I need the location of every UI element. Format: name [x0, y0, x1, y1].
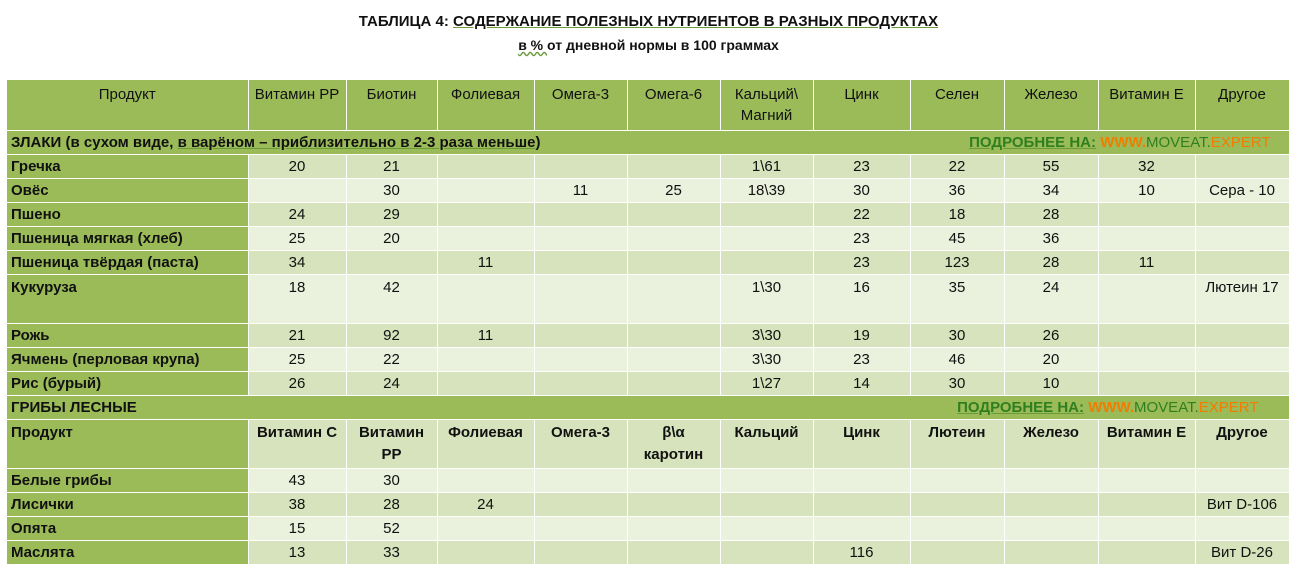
value-cell: Лютеин 17: [1195, 275, 1289, 324]
value-cell: 14: [813, 372, 910, 396]
value-cell: 22: [346, 348, 437, 372]
more-link-tld: EXPERT: [1210, 134, 1271, 151]
table1-header-cell: Витамин РР: [248, 80, 346, 131]
more-link-1[interactable]: [969, 134, 1270, 151]
value-cell: 20: [1004, 348, 1098, 372]
table-row: [7, 275, 1289, 324]
value-cell: 42: [346, 275, 437, 324]
value-cell: [1098, 227, 1195, 251]
value-cell: [720, 469, 813, 493]
value-cell: [1195, 203, 1289, 227]
value-cell: 24: [1004, 275, 1098, 324]
value-cell: 24: [437, 493, 534, 517]
value-cell: [627, 251, 720, 275]
value-cell: [1195, 227, 1289, 251]
value-cell: 33: [346, 541, 437, 565]
value-cell: [534, 517, 627, 541]
value-cell: [1098, 517, 1195, 541]
value-cell: [627, 517, 720, 541]
value-cell: [627, 348, 720, 372]
table-title: [0, 13, 1297, 30]
more-link-label: ПОДРОБНЕЕ НА:: [957, 399, 1085, 416]
table1-header-cell: Омега-6: [627, 80, 720, 131]
value-cell: 46: [910, 348, 1004, 372]
value-cell: [813, 493, 910, 517]
value-cell: 20: [248, 155, 346, 179]
value-cell: [627, 372, 720, 396]
value-cell: [1098, 324, 1195, 348]
value-cell: [720, 251, 813, 275]
value-cell: [437, 275, 534, 324]
value-cell: 11: [1098, 251, 1195, 275]
value-cell: [437, 227, 534, 251]
value-cell: [1004, 541, 1098, 565]
more-link-site: MOVEAT.: [1146, 134, 1211, 151]
table-subtitle-rest: от дневной нормы в 100 граммах: [547, 37, 779, 53]
value-cell: [437, 155, 534, 179]
value-cell: 23: [813, 348, 910, 372]
value-cell: 22: [813, 203, 910, 227]
value-cell: [534, 155, 627, 179]
value-cell: 36: [1004, 227, 1098, 251]
value-cell: 32: [1098, 155, 1195, 179]
value-cell: [627, 469, 720, 493]
value-cell: [534, 251, 627, 275]
value-cell: [437, 469, 534, 493]
value-cell: [437, 541, 534, 565]
value-cell: [1098, 275, 1195, 324]
value-cell: [813, 517, 910, 541]
value-cell: [910, 469, 1004, 493]
value-cell: 10: [1098, 179, 1195, 203]
value-cell: [1098, 493, 1195, 517]
value-cell: 25: [248, 348, 346, 372]
table2-section-row: [7, 396, 1289, 420]
section-cereals-part3: ): [535, 134, 541, 151]
product-name-cell: Рис (бурый): [7, 372, 248, 396]
table-row: [7, 251, 1289, 275]
table1-header-cell: Селен: [910, 80, 1004, 131]
product-name-cell: Белые грибы: [7, 469, 248, 493]
value-cell: [627, 541, 720, 565]
value-cell: 23: [813, 155, 910, 179]
value-cell: 28: [1004, 251, 1098, 275]
value-cell: 23: [813, 227, 910, 251]
value-cell: 30: [910, 324, 1004, 348]
value-cell: [720, 227, 813, 251]
value-cell: 55: [1004, 155, 1098, 179]
value-cell: 30: [813, 179, 910, 203]
value-cell: 18\39: [720, 179, 813, 203]
section-cereals-part2: в варёном – приблизительно в 2-3 раза меньше: [177, 134, 536, 151]
table2-header-cell: Лютеин: [910, 420, 1004, 469]
value-cell: 92: [346, 324, 437, 348]
value-cell: 36: [910, 179, 1004, 203]
value-cell: 30: [346, 179, 437, 203]
product-name-cell: Лисички: [7, 493, 248, 517]
value-cell: [437, 203, 534, 227]
product-name-cell: Пшеница твёрдая (паста): [7, 251, 248, 275]
value-cell: 13: [248, 541, 346, 565]
value-cell: [534, 324, 627, 348]
value-cell: 1\27: [720, 372, 813, 396]
table-row: [7, 227, 1289, 251]
product-name-cell: Опята: [7, 517, 248, 541]
value-cell: [534, 348, 627, 372]
product-name-cell: Гречка: [7, 155, 248, 179]
table2-header-cell: Фолиевая: [437, 420, 534, 469]
table1-header-cell: Другое: [1195, 80, 1289, 131]
value-cell: [534, 541, 627, 565]
value-cell: [720, 541, 813, 565]
section-mushrooms-title: ГРИБЫ ЛЕСНЫЕ: [11, 399, 137, 416]
table1-header-cell: Кальций\ Магний: [720, 80, 813, 131]
value-cell: [910, 493, 1004, 517]
table-row: [7, 541, 1289, 565]
value-cell: 19: [813, 324, 910, 348]
value-cell: [1098, 203, 1195, 227]
table1-header-cell: Биотин: [346, 80, 437, 131]
table-row: [7, 324, 1289, 348]
value-cell: 24: [346, 372, 437, 396]
value-cell: [627, 203, 720, 227]
value-cell: [437, 372, 534, 396]
nutrients-table: [7, 80, 1290, 565]
value-cell: 11: [437, 251, 534, 275]
value-cell: 3\30: [720, 348, 813, 372]
product-name-cell: Пшено: [7, 203, 248, 227]
table2-header-cell: Витамин С: [248, 420, 346, 469]
product-name-cell: Ячмень (перловая крупа): [7, 348, 248, 372]
table-row: [7, 203, 1289, 227]
value-cell: [1195, 469, 1289, 493]
more-link-www: WWW.: [1100, 134, 1147, 151]
table-subtitle: [0, 37, 1297, 53]
value-cell: [720, 493, 813, 517]
value-cell: 22: [910, 155, 1004, 179]
table1-header-cell: Фолиевая: [437, 80, 534, 131]
value-cell: [813, 469, 910, 493]
table2-header-cell: Витамин РР: [346, 420, 437, 469]
table-row: [7, 155, 1289, 179]
value-cell: [720, 203, 813, 227]
product-name-cell: Рожь: [7, 324, 248, 348]
more-link-site: MOVEAT.: [1134, 399, 1199, 416]
value-cell: 21: [248, 324, 346, 348]
table1-header-cell: Витамин Е: [1098, 80, 1195, 131]
value-cell: [534, 203, 627, 227]
value-cell: [1195, 372, 1289, 396]
value-cell: 20: [346, 227, 437, 251]
value-cell: 123: [910, 251, 1004, 275]
value-cell: 43: [248, 469, 346, 493]
value-cell: [1195, 324, 1289, 348]
table-title-prefix: ТАБЛИЦА 4:: [358, 13, 454, 30]
table-subtitle-prefix: в %: [518, 37, 548, 53]
table1-header-cell: Железо: [1004, 80, 1098, 131]
value-cell: [627, 155, 720, 179]
value-cell: 11: [534, 179, 627, 203]
table-row: [7, 372, 1289, 396]
value-cell: 30: [910, 372, 1004, 396]
table1-header-cell: Омега-3: [534, 80, 627, 131]
value-cell: 23: [813, 251, 910, 275]
value-cell: 28: [1004, 203, 1098, 227]
value-cell: Вит D-106: [1195, 493, 1289, 517]
value-cell: [248, 179, 346, 203]
product-name-cell: Кукуруза: [7, 275, 248, 324]
value-cell: 45: [910, 227, 1004, 251]
value-cell: [1098, 348, 1195, 372]
value-cell: 26: [1004, 324, 1098, 348]
value-cell: [627, 324, 720, 348]
value-cell: 30: [346, 469, 437, 493]
value-cell: 24: [248, 203, 346, 227]
table1-section-row: [7, 131, 1289, 155]
value-cell: 18: [910, 203, 1004, 227]
table-row: [7, 348, 1289, 372]
value-cell: [1195, 348, 1289, 372]
value-cell: [534, 275, 627, 324]
table1-header-cell: Цинк: [813, 80, 910, 131]
value-cell: 25: [248, 227, 346, 251]
value-cell: [627, 227, 720, 251]
value-cell: [534, 493, 627, 517]
value-cell: 34: [248, 251, 346, 275]
section-cereals-part1: ЗЛАКИ (в сухом виде,: [11, 134, 178, 151]
value-cell: [534, 469, 627, 493]
value-cell: [910, 517, 1004, 541]
more-link-www: WWW.: [1088, 399, 1135, 416]
value-cell: [437, 179, 534, 203]
more-link-tld: EXPERT: [1198, 399, 1259, 416]
value-cell: 35: [910, 275, 1004, 324]
value-cell: [534, 227, 627, 251]
section-cereals: [7, 131, 1289, 155]
value-cell: [720, 517, 813, 541]
value-cell: 28: [346, 493, 437, 517]
value-cell: [437, 348, 534, 372]
value-cell: 26: [248, 372, 346, 396]
table1-header-row: [7, 80, 1289, 131]
value-cell: [437, 517, 534, 541]
value-cell: 25: [627, 179, 720, 203]
value-cell: 38: [248, 493, 346, 517]
product-name-cell: Маслята: [7, 541, 248, 565]
value-cell: 15: [248, 517, 346, 541]
value-cell: 11: [437, 324, 534, 348]
value-cell: Вит D-26: [1195, 541, 1289, 565]
table2-header-cell: β\α каротин: [627, 420, 720, 469]
table2-header-cell: Кальций: [720, 420, 813, 469]
value-cell: Сера - 10: [1195, 179, 1289, 203]
table2-header-row: [7, 420, 1289, 469]
value-cell: [1004, 493, 1098, 517]
value-cell: [346, 251, 437, 275]
value-cell: 18: [248, 275, 346, 324]
value-cell: [1098, 372, 1195, 396]
table-row: [7, 469, 1289, 493]
value-cell: 3\30: [720, 324, 813, 348]
value-cell: [627, 493, 720, 517]
value-cell: [534, 372, 627, 396]
value-cell: 16: [813, 275, 910, 324]
table-row: [7, 517, 1289, 541]
value-cell: 34: [1004, 179, 1098, 203]
section-mushrooms: [7, 396, 1289, 420]
product-name-cell: Овёс: [7, 179, 248, 203]
value-cell: [1004, 469, 1098, 493]
value-cell: [1195, 155, 1289, 179]
value-cell: 1\30: [720, 275, 813, 324]
more-link-2[interactable]: [957, 399, 1258, 416]
table1-header-cell: Продукт: [7, 80, 248, 131]
table2-header-cell: Другое: [1195, 420, 1289, 469]
product-name-cell: Пшеница мягкая (хлеб): [7, 227, 248, 251]
table2-header-cell: Омега-3: [534, 420, 627, 469]
more-link-label: ПОДРОБНЕЕ НА:: [969, 134, 1097, 151]
value-cell: [627, 275, 720, 324]
value-cell: [1004, 517, 1098, 541]
table2-header-cell: Продукт: [7, 420, 248, 469]
table-row: [7, 493, 1289, 517]
value-cell: 10: [1004, 372, 1098, 396]
table2-header-cell: Цинк: [813, 420, 910, 469]
value-cell: [1098, 541, 1195, 565]
value-cell: 1\61: [720, 155, 813, 179]
value-cell: 29: [346, 203, 437, 227]
value-cell: 116: [813, 541, 910, 565]
table2-header-cell: Железо: [1004, 420, 1098, 469]
value-cell: 52: [346, 517, 437, 541]
value-cell: [1195, 517, 1289, 541]
value-cell: [1098, 469, 1195, 493]
value-cell: [910, 541, 1004, 565]
value-cell: 21: [346, 155, 437, 179]
table2-header-cell: Витамин Е: [1098, 420, 1195, 469]
value-cell: [1195, 251, 1289, 275]
table-row: [7, 179, 1289, 203]
table-title-main: СОДЕРЖАНИЕ ПОЛЕЗНЫХ НУТРИЕНТОВ В РАЗНЫХ ПРОДУКТАХ: [453, 13, 939, 30]
